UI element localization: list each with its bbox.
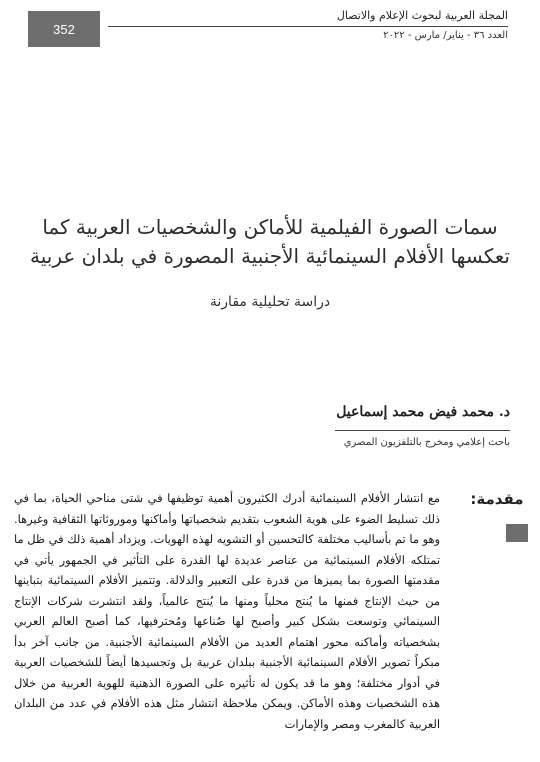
intro-paragraph: مع انتشار الأفلام السينمائية أدرك الكثيرون أهمية توظيفها في شتى مناحي الحياة، بما في ذلك تسليط الضوء على هوية الشعوب بتقديم شخصياتها وأماكنها وموروثاتها الثقافية وغيرها. وهو ما تم بأساليب مختلفة كالتحسين أو التشويه لهذه الهويات. ويزداد أهمية ذلك في ظل ما تمتلكه الأفلام السينمائية من عناصر عديدة لها القدرة على التأثير في الجمهور يأتي في مقدمتها الصورة بما يميزها من قدرة على التعبير والدلالة. وتتميز الأفلام السينمائية بتباينها من حيث الإنتاج فمنها ما يُنتج محلياً ومنها ما يُنتج عالمياً، ولقد انتشرت شركات الإنتاج السينمائي وتوسعت بشكل كبير وأصبح لها صُناعها ومُحترفيها، كما أصبح العالم العربي بشخصياته وأماكنه محور اهتمام العديد من الأفلام السينمائية الأجنبية. من جانب آخر بدأ مبكراً تصوير الأفلام السينمائية الأجنبية ببلدان عربية بل وتجسيدها أيضاً للشخصيات العربية في أدوار مختلفة؛ وهو ما قد يكون له تأثيره على الصورة الذهنية للهوية العربية من خلال هذه الشخصيات وهذه الأماكن. ويمكن ملاحظة انتشار مثل هذه الأفلام في عدد من البلدان العربية كالمغرب ومصر والإمارات	[14, 491, 440, 731]
page-number: 352	[53, 21, 75, 37]
article-title	[10, 213, 530, 271]
author-name: د. محمد فيض محمد إسماعيل	[336, 404, 510, 420]
title-line-2: تعكسها الأفلام السينمائية الأجنبية المصورة في بلدان عربية	[30, 244, 510, 268]
article-subtitle: دراسة تحليلية مقارنة	[209, 294, 331, 310]
page-header	[28, 6, 508, 46]
author-divider	[335, 430, 510, 431]
page-number-box	[28, 11, 100, 47]
section-heading-intro: مقدمة:	[470, 490, 524, 508]
journal-name: المجلة العربية لبحوث الإعلام والاتصال	[336, 9, 508, 22]
author-affiliation: باحث إعلامي ومخرج بالتلفزيون المصري	[343, 437, 510, 448]
section-marker-box	[506, 524, 528, 542]
title-line-1: سمات الصورة الفيلمية للأماكن والشخصيات العربية كما	[42, 215, 498, 239]
issue-info: العدد ٣٦ - يناير/ مارس - ٢٠٢٢	[383, 30, 508, 41]
header-divider	[108, 26, 508, 27]
